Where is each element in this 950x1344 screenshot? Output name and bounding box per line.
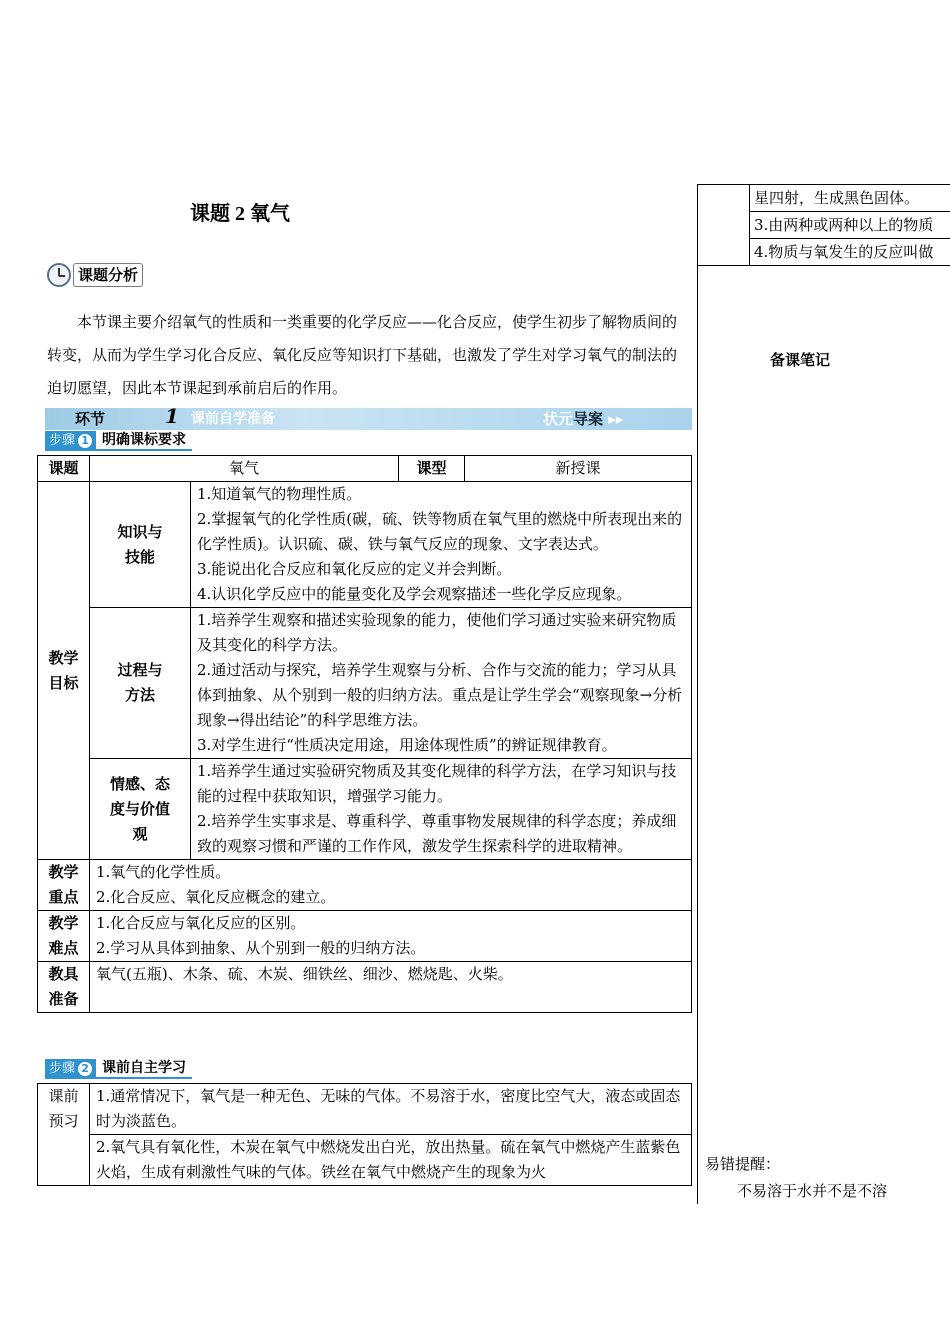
key-item: 1.氧气的化学性质。 bbox=[96, 863, 231, 881]
clock-icon bbox=[47, 263, 71, 287]
page-title: 课题 2 氧气 bbox=[190, 203, 290, 225]
tools-label: 教具准备 bbox=[38, 962, 90, 1013]
knowledge-item: 4.认识化学反应中的能量变化及学会观察描述一些化学反应现象。 bbox=[197, 585, 632, 603]
step-2-name: 课前自主学习 bbox=[96, 1059, 192, 1079]
kexing-value: 新授课 bbox=[465, 456, 692, 482]
preview-item-2: 2.氧气具有氧化性，木炭在氧气中燃烧发出白光，放出热量。硫在氧气中燃烧产生蓝紫色火焰，生成有刺激性气味的气体。铁丝在氧气中燃烧产生的现象为火 bbox=[90, 1135, 692, 1186]
right-row-2: 3.由两种或两种以上的物质 bbox=[750, 212, 950, 239]
analysis-badge bbox=[47, 262, 143, 288]
kexing-label: 课型 bbox=[399, 456, 465, 482]
knowledge-label: 知识与技能 bbox=[90, 482, 191, 608]
knowledge-item: 1.知道氧气的物理性质。 bbox=[197, 485, 362, 503]
right-row-1: 星四射，生成黑色固体。 bbox=[750, 185, 950, 212]
process-cell bbox=[191, 608, 692, 759]
step-2-num: 2 bbox=[78, 1062, 92, 1076]
tools-cell: 氧气(五瓶)、木条、硫、木炭、细铁丝、细沙、燃烧匙、火柴。 bbox=[90, 962, 692, 1013]
emotion-cell bbox=[191, 759, 692, 860]
right-row-3: 4.物质与氧发生的反应叫做 bbox=[750, 239, 950, 266]
notes-heading: 备课笔记 bbox=[770, 351, 831, 369]
goals-table bbox=[37, 455, 692, 1013]
key-item: 2.化合反应、氧化反应概念的建立。 bbox=[96, 888, 336, 906]
preview-table bbox=[37, 1083, 692, 1186]
process-item: 2.通过活动与探究，培养学生观察与分析、合作与交流的能力；学习从具体到抽象、从个别到一般的归纳方法。重点是让学生学会“观察现象→分析现象→得出结论”的科学思维方法。 bbox=[197, 661, 683, 729]
keti-label: 课题 bbox=[38, 456, 90, 482]
emotion-label: 情感、态度与价值观 bbox=[90, 759, 191, 860]
diff-cell bbox=[90, 911, 692, 962]
step-2-label bbox=[45, 1059, 96, 1079]
process-item: 3.对学生进行“性质决定用途，用途体现性质”的辨证规律教育。 bbox=[197, 736, 617, 754]
band-guide bbox=[543, 408, 623, 430]
error-tip-text: 不易溶于水并不是不溶 bbox=[737, 1182, 888, 1200]
guide-b: 导案 bbox=[573, 410, 604, 428]
step-1-text: 步骤 bbox=[49, 433, 76, 448]
step-2-text: 步骤 bbox=[49, 1061, 76, 1076]
step-1-num: 1 bbox=[78, 434, 92, 448]
step-2 bbox=[45, 1059, 192, 1079]
diff-item: 2.学习从具体到抽象、从个别到一般的归纳方法。 bbox=[96, 939, 426, 957]
preview-label: 课前预习 bbox=[38, 1084, 90, 1186]
step-1 bbox=[45, 431, 192, 451]
right-table bbox=[697, 184, 950, 266]
error-tip-label: 易错提醒： bbox=[705, 1155, 781, 1173]
analysis-label: 课题分析 bbox=[73, 263, 143, 287]
right-blank bbox=[698, 185, 750, 266]
guide-a: 状元 bbox=[543, 410, 574, 428]
intro-paragraph: 本节课主要介绍氧气的性质和一类重要的化学反应——化合反应，使学生初步了解物质间的转变，从而为学生学习化合反应、氧化反应等知识打下基础，也激发了学生对学习氧气的制法的迫切愿望，因此本节课起到承前启后的作用。 bbox=[47, 313, 678, 397]
key-cell bbox=[90, 860, 692, 911]
section-band bbox=[45, 404, 692, 430]
key-label: 教学重点 bbox=[38, 860, 90, 911]
band-caption: 课前自学准备 bbox=[191, 411, 275, 427]
knowledge-item: 3.能说出化合反应和氧化反应的定义并会判断。 bbox=[197, 560, 512, 578]
right-divider bbox=[697, 184, 698, 1204]
knowledge-item: 2.掌握氧气的化学性质(碳，硫、铁等物质在氧气里的燃烧中所表现出来的化学性质)。认识硫、碳、铁与氧气反应的现象、文字表达式。 bbox=[197, 510, 683, 553]
band-number: 1 bbox=[165, 404, 179, 428]
double-arrow-icon: ▸▸ bbox=[608, 410, 624, 428]
emotion-item: 1.培养学生通过实验研究物质及其变化规律的科学方法，在学习知识与技能的过程中获取知识，增强学习能力。 bbox=[197, 762, 677, 805]
diff-item: 1.化合反应与氧化反应的区别。 bbox=[96, 914, 306, 932]
knowledge-cell bbox=[191, 482, 692, 608]
diff-label: 教学难点 bbox=[38, 911, 90, 962]
goal-label: 教学目标 bbox=[38, 482, 90, 860]
process-label: 过程与方法 bbox=[90, 608, 191, 759]
step-1-label bbox=[45, 431, 96, 451]
process-item: 1.培养学生观察和描述实验现象的能力，使他们学习通过实验来研究物质及其变化的科学方法。 bbox=[197, 611, 677, 654]
band-huanjie: 环节 bbox=[75, 410, 106, 428]
preview-item-1: 1.通常情况下，氧气是一种无色、无味的气体。不易溶于水，密度比空气大，液态或固态时为淡蓝色。 bbox=[90, 1084, 692, 1135]
step-1-name: 明确课标要求 bbox=[96, 431, 192, 451]
emotion-item: 2.培养学生实事求是、尊重科学、尊重事物发展规律的科学态度；养成细致的观察习惯和严谨的工作作风，激发学生探索科学的进取精神。 bbox=[197, 812, 677, 855]
keti-value: 氧气 bbox=[90, 456, 399, 482]
